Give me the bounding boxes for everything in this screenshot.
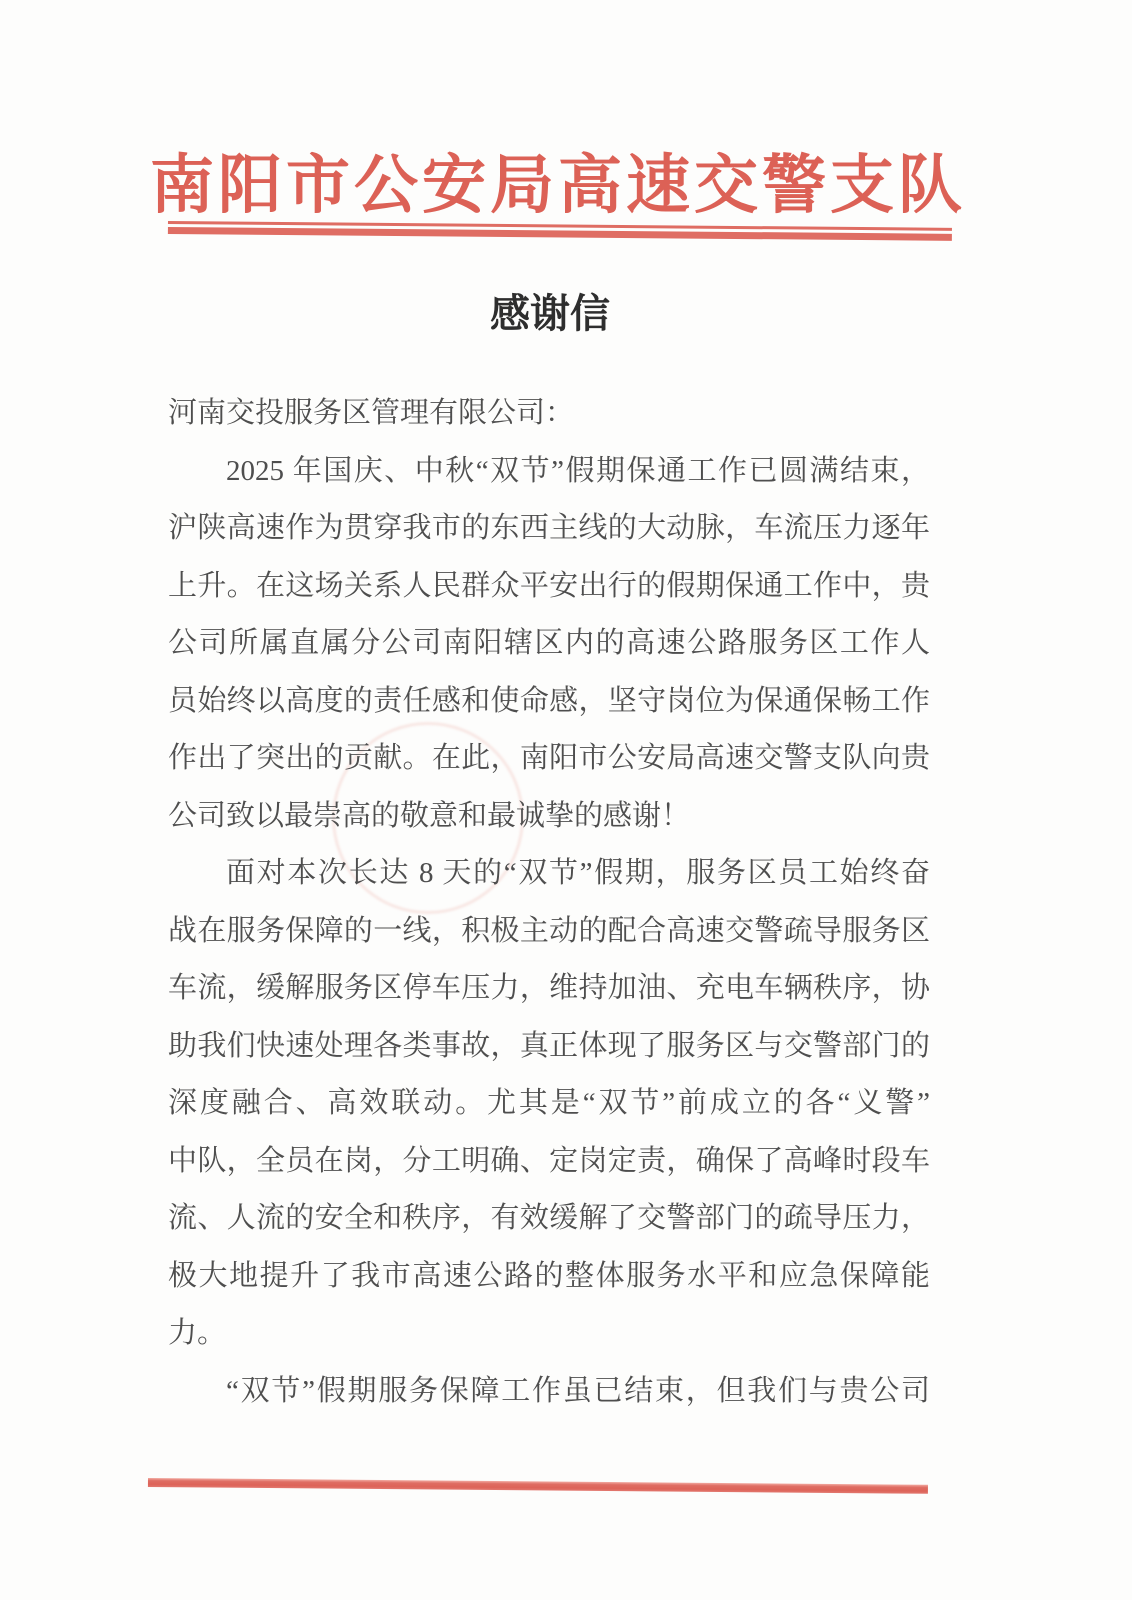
body-line: 公司致以最崇高的敬意和最诚挚的感谢！ — [168, 799, 691, 832]
body-line: 2025 年国庆、中秋“双节”假期保通工作已圆满结束， — [226, 454, 930, 487]
document-title: 感谢信 — [490, 291, 610, 336]
body-line: 上升。在这场关系人民群众平安出行的假期保通工作中，贵 — [168, 569, 930, 602]
body-line: 极大地提升了我市高速公路的整体服务水平和应急保障能 — [168, 1259, 930, 1292]
body-line: 公司所属直属分公司南阳辖区内的高速公路服务区工作人 — [168, 627, 930, 659]
body-line: 助我们快速处理各类事故，真正体现了服务区与交警部门的 — [168, 1029, 930, 1062]
body-line: 沪陕高速作为贯穿我市的东西主线的大动脉，车流压力逐年 — [168, 512, 930, 544]
letter-body — [168, 385, 930, 1420]
body-line: 中队，全员在岗，分工明确、定岗定责，确保了高峰时段车 — [168, 1144, 930, 1177]
body-line: 深度融合、高效联动。尤其是“双节”前成立的各“义警” — [168, 1087, 930, 1119]
body-line: 员始终以高度的责任感和使命感，坚守岗位为保通保畅工作 — [168, 684, 930, 717]
body-line: 面对本次长达 8 天的“双节”假期，服务区员工始终奋 — [226, 857, 930, 889]
body-line: “双节”假期服务保障工作虽已结束，但我们与贵公司 — [226, 1374, 930, 1407]
salutation: 河南交投服务区管理有限公司： — [168, 397, 575, 429]
body-line: 车流，缓解服务区停车压力，维持加油、充电车辆秩序，协 — [168, 972, 930, 1004]
body-line: 力。 — [168, 1317, 227, 1349]
letterhead-title: 南阳市公安局高速交警支队 — [150, 150, 966, 221]
footer-rule — [148, 1478, 928, 1494]
body-line: 流、人流的安全和秩序，有效缓解了交警部门的疏导压力， — [168, 1202, 930, 1234]
body-line: 作出了突出的贡献。在此，南阳市公安局高速交警支队向贵 — [168, 742, 930, 774]
body-line: 战在服务保障的一线，积极主动的配合高速交警疏导服务区 — [168, 914, 930, 947]
